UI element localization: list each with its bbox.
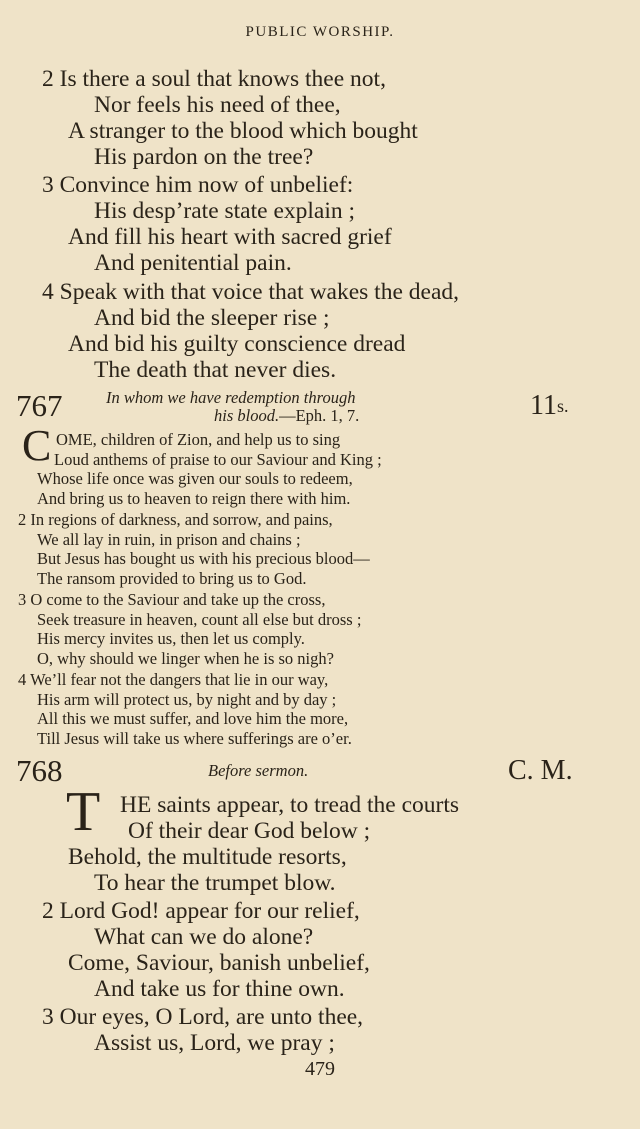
stanza-line: And fill his heart with sacred grief — [68, 224, 392, 250]
hymn-line: Assist us, Lord, we pray ; — [94, 1030, 335, 1056]
stanza-line: 2 Is there a soul that knows thee not, — [42, 66, 386, 92]
hymn-line: Seek treasure in heaven, count all else but dross ; — [37, 610, 362, 629]
hymn-title: Before sermon. — [208, 761, 309, 780]
hymn-number: 767 — [16, 388, 63, 423]
hymn-line: We all lay in ruin, in prison and chains ; — [37, 530, 301, 549]
hymn-meter — [530, 391, 568, 421]
hymn-line: His arm will protect us, by night and by day ; — [37, 690, 337, 709]
hymn-title-scripture: his blood. — [214, 406, 280, 425]
hymn-line: HE saints appear, to tread the courts — [120, 792, 460, 818]
hymn-line: His mercy invites us, then let us comply. — [37, 629, 305, 648]
hymn-line: OME, children of Zion, and help us to sing — [56, 430, 341, 449]
hymn-line: 3 O come to the Saviour and take up the cross, — [18, 590, 326, 609]
hymn-line: All this we must suffer, and love him the more, — [37, 709, 349, 728]
hymn-line: And bring us to heaven to reign there with him. — [37, 489, 351, 508]
hymn-title-line2 — [214, 407, 359, 425]
hymn-title: In whom we have redemption through — [106, 388, 356, 407]
meter-value: 11 — [530, 390, 557, 421]
stanza-line: And bid his guilty conscience dread — [68, 331, 406, 357]
drop-cap: T — [66, 781, 101, 843]
hymn-number: 768 — [16, 753, 63, 788]
hymn-line: To hear the trumpet blow. — [94, 870, 336, 896]
hymn-line: 2 Lord God! appear for our relief, — [42, 898, 360, 924]
stanza-line: 3 Convince him now of unbelief: — [42, 172, 354, 198]
hymn-line: O, why should we linger when he is so nigh? — [37, 649, 334, 668]
hymn-line: And take us for thine own. — [94, 976, 345, 1002]
hymn-line: Of their dear God below ; — [128, 818, 371, 844]
hymn-line: Loud anthems of praise to our Saviour and King ; — [54, 450, 382, 469]
hymn-line: 3 Our eyes, O Lord, are unto thee, — [42, 1004, 364, 1030]
stanza-line: A stranger to the blood which bought — [68, 118, 418, 144]
stanza-line: And penitential pain. — [94, 250, 292, 276]
hymn-line: Come, Saviour, banish unbelief, — [68, 950, 370, 976]
hymn-meter: C. M. — [508, 755, 573, 786]
scripture-reference: —Eph. 1, 7. — [279, 406, 360, 425]
hymn-line: Behold, the multitude resorts, — [68, 844, 347, 870]
page-header: PUBLIC WORSHIP. — [245, 24, 395, 40]
hymn-line: Till Jesus will take us where sufferings are o’er. — [37, 729, 352, 748]
hymn-line: Whose life once was given our souls to redeem, — [37, 469, 353, 488]
meter-suffix: s. — [556, 396, 569, 416]
drop-cap: C — [22, 421, 52, 470]
stanza-line: And bid the sleeper rise ; — [94, 305, 330, 331]
stanza-line: Nor feels his need of thee, — [94, 92, 341, 118]
hymn-line: 4 We’ll fear not the dangers that lie in our way, — [18, 670, 329, 689]
stanza-line: The death that never dies. — [94, 357, 337, 383]
hymn-line: The ransom provided to bring us to God. — [37, 569, 307, 588]
stanza-line: His desp’rate state explain ; — [94, 198, 356, 224]
hymn-line: What can we do alone? — [94, 924, 314, 950]
stanza-line: His pardon on the tree? — [94, 144, 314, 170]
page-number: 479 — [305, 1058, 335, 1080]
stanza-line: 4 Speak with that voice that wakes the dead, — [42, 279, 459, 305]
hymn-line: 2 In regions of darkness, and sorrow, and pains, — [18, 510, 333, 529]
hymn-line: But Jesus has bought us with his precious blood— — [37, 549, 370, 568]
